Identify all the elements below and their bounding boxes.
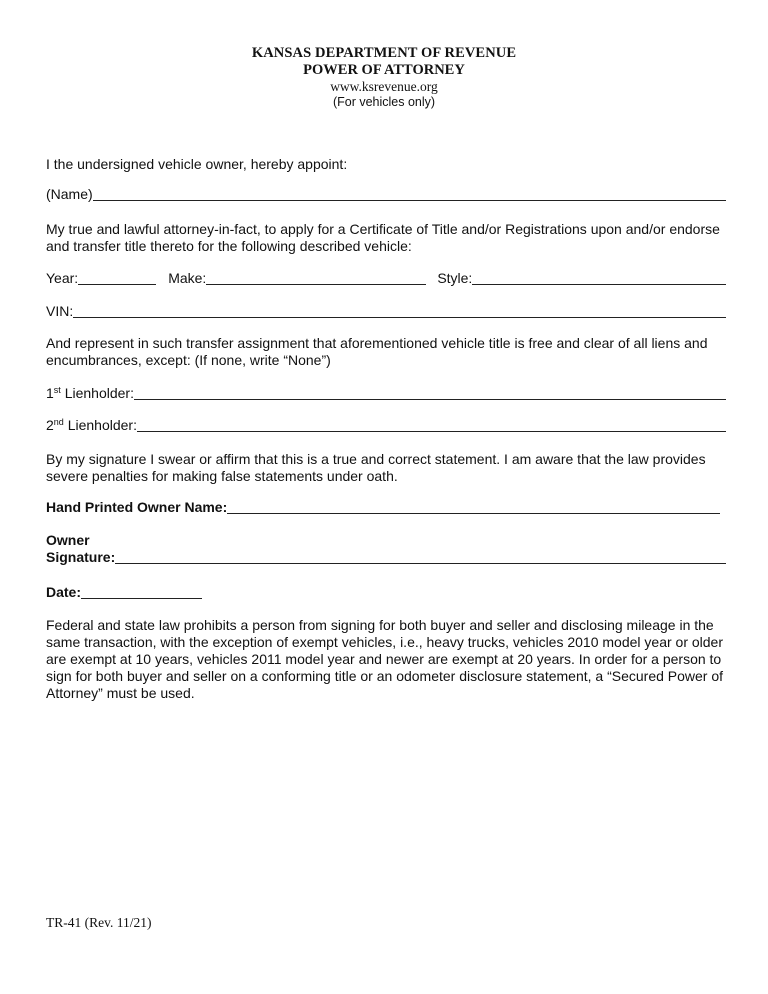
lienholder1-ordinal: st bbox=[53, 385, 61, 395]
printed-name-label: Hand Printed Owner Name: bbox=[46, 499, 228, 515]
lienholder1-field[interactable] bbox=[134, 385, 726, 400]
lienholder2-ordinal: nd bbox=[53, 417, 64, 427]
date-field[interactable] bbox=[81, 584, 202, 599]
signature-row bbox=[46, 549, 726, 566]
signature-label-owner: Owner bbox=[46, 532, 90, 548]
date-label: Date: bbox=[46, 584, 82, 600]
year-field[interactable] bbox=[78, 270, 156, 285]
lienholder2-row bbox=[46, 417, 726, 434]
name-label: (Name) bbox=[46, 186, 93, 202]
document-header bbox=[0, 45, 768, 110]
vin-field[interactable] bbox=[73, 303, 726, 318]
lienholder1-label-text: Lienholder: bbox=[60, 385, 134, 401]
disclaimer-text: Federal and state law prohibits a person from signing for both buyer and seller and disclosing mileage in the same transaction, with the exception of exempt vehicles, i.e., heavy trucks, vehicles 2010 model year or older are exempt at 10 years, vehicles 2011 model year and newer are exempt at 20 years. In order for a person to sign for both buyer and seller on a conforming title or an odometer disclosure statement, a “Secured Power of Attorney” must be used. bbox=[46, 617, 724, 701]
lienholder1-label bbox=[46, 385, 134, 402]
attorney-text: My true and lawful attorney-in-fact, to apply for a Certificate of Title and/or Registrations upon and/or endorse and transfer title thereto for the following described vehicle: bbox=[46, 221, 720, 254]
style-label: Style: bbox=[437, 270, 473, 286]
vin-field-row bbox=[46, 303, 726, 320]
lien-statement-text: And represent in such transfer assignment that aforementioned vehicle title is free and clear of all liens and encumbrances, except: (If none, write “None”) bbox=[46, 335, 708, 368]
oath-text: By my signature I swear or affirm that this is a true and correct statement. I am aware that the law provides severe penalties for making false statements under oath. bbox=[46, 451, 706, 484]
name-field-row bbox=[46, 186, 726, 203]
lienholder2-number: 2 bbox=[46, 417, 54, 433]
form-number: TR-41 (Rev. 11/21) bbox=[46, 915, 152, 930]
signature-label: Signature: bbox=[46, 549, 116, 565]
vehicles-only-note: (For vehicles only) bbox=[332, 95, 436, 109]
lienholder2-label bbox=[46, 417, 137, 434]
printed-name-field[interactable] bbox=[227, 499, 720, 514]
agency-name: KANSAS DEPARTMENT OF REVENUE bbox=[251, 45, 517, 61]
lienholder1-number: 1 bbox=[46, 385, 54, 401]
website-url: www.ksrevenue.org bbox=[330, 79, 438, 94]
vin-label: VIN: bbox=[46, 303, 74, 319]
date-row bbox=[46, 584, 202, 601]
lienholder2-field[interactable] bbox=[137, 417, 726, 432]
year-label: Year: bbox=[46, 270, 79, 286]
intro-text: I the undersigned vehicle owner, hereby appoint: bbox=[46, 156, 348, 172]
style-field[interactable] bbox=[472, 270, 726, 285]
document-title: POWER OF ATTORNEY bbox=[303, 62, 465, 78]
vehicle-field-row bbox=[46, 270, 726, 287]
signature-block bbox=[46, 532, 726, 566]
signature-field[interactable] bbox=[115, 549, 726, 564]
make-field[interactable] bbox=[206, 270, 426, 285]
name-field[interactable] bbox=[93, 186, 726, 201]
lienholder2-label-text: Lienholder: bbox=[63, 417, 137, 433]
lienholder1-row bbox=[46, 385, 726, 402]
make-label: Make: bbox=[168, 270, 207, 286]
printed-name-row bbox=[46, 499, 720, 516]
